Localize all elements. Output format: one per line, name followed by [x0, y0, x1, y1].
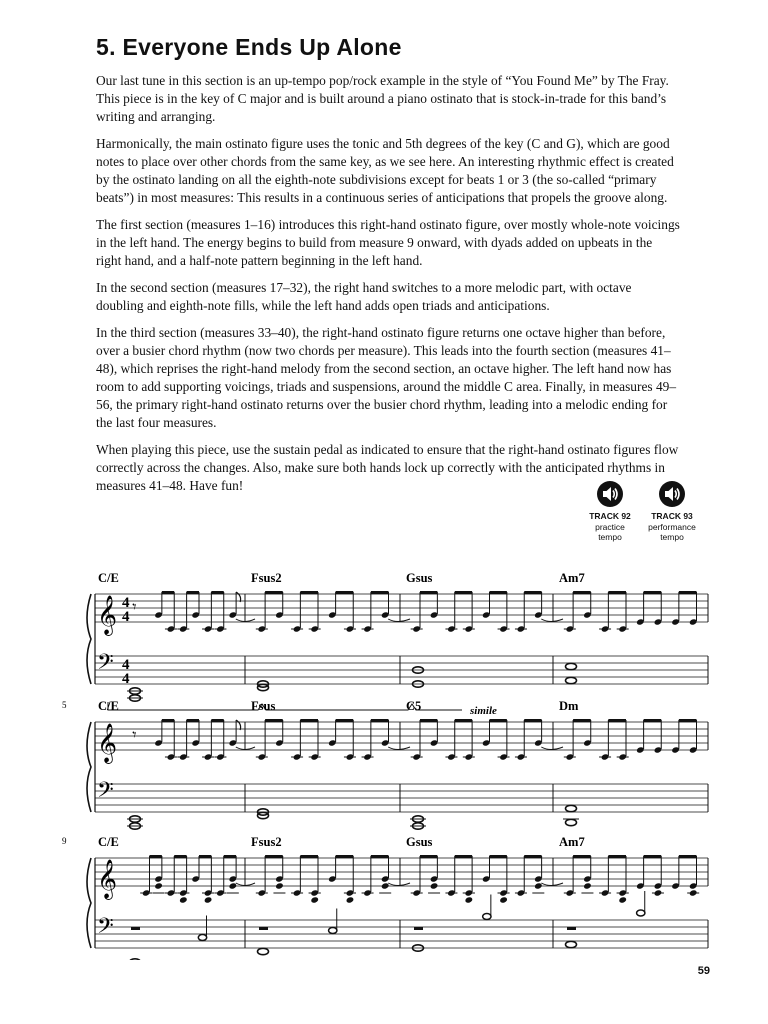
beam: [211, 719, 223, 722]
beam: [211, 591, 223, 594]
whole-note: [130, 959, 141, 960]
track-label: TRACK 92: [589, 511, 631, 521]
whole-note: [566, 677, 577, 683]
note-head: [179, 896, 188, 903]
chord-symbol: Fsus: [251, 699, 276, 713]
sheet-music: [0, 540, 768, 960]
measure-number: 9: [62, 836, 67, 846]
speaker-icon: [596, 480, 624, 508]
whole-note: [566, 663, 577, 669]
paragraph: Our last tune in this section is an up-tempo pop/rock example in the style of “You Found Me” by The Fray. This piece is in the key of C major and is built around a piano ostinato that is stock-in-trade for this band’s writing and arranging.: [96, 73, 669, 124]
tie: [388, 883, 410, 886]
track-description: tempo: [598, 532, 622, 542]
note-head: [204, 896, 213, 903]
whole-note: [566, 941, 577, 947]
half-note: [198, 935, 206, 941]
beam: [162, 719, 174, 722]
chord-symbol: Fsus2: [251, 571, 282, 585]
paragraph: When playing this piece, use the sustain pedal as indicated to ensure that the right-hand ostinato figures flow correctly across the changes. Also, make sure both hands lock up correctly with the anticipated rhythms in measures 41–48. Have fun!: [96, 442, 679, 493]
beam: [300, 591, 318, 594]
half-rest: [259, 927, 268, 930]
tie: [541, 619, 563, 622]
track-92[interactable]: [580, 480, 640, 543]
beam: [371, 591, 389, 594]
beam: [187, 591, 199, 594]
beam: [573, 719, 591, 722]
beam: [420, 719, 437, 722]
eighth-rest: 𝄾: [132, 725, 137, 744]
beam: [644, 719, 662, 722]
half-note: [637, 910, 645, 916]
chord-symbol: Am7: [559, 571, 585, 585]
beam: [608, 719, 626, 722]
bass-clef: 𝄢: [97, 914, 114, 944]
paragraph: In the third section (measures 33–40), the right-hand ostinato figure returns one octave higher than before, over a busier chord rhythm (now two chords per measure). This leads into the fourth section (measures 41–48), which reprises the right-hand melody from the second section, an octave higher. The left hand now has room to add supporting voicings, triads and suspensions, around the middle C area. Finally, in measures 49–56, the primary right-hand ostinato returns over the busier chord rhythm, leading into a melodic ending for the last four measures.: [96, 325, 677, 430]
page-number: 59: [697, 965, 710, 977]
speaker-icon: [658, 480, 686, 508]
tie: [541, 883, 563, 886]
time-signature-top: 4: [122, 657, 130, 673]
brace: [87, 858, 91, 948]
beam: [679, 719, 697, 722]
beam: [573, 591, 591, 594]
beam: [371, 719, 389, 722]
note-head: [310, 896, 319, 903]
beam: [336, 719, 354, 722]
whole-note: [566, 805, 577, 811]
bass-clef: 𝄢: [97, 650, 114, 680]
beam: [336, 855, 354, 858]
note-head: [618, 896, 627, 903]
beam: [224, 855, 236, 858]
note-head: [499, 896, 508, 903]
half-note: [329, 928, 337, 934]
track-description: tempo: [660, 532, 684, 542]
paragraph: The first section (measures 1–16) introduces this right-hand ostinato figure, over mostly whole-note voicings in the left hand. The energy begins to build from measure 9 onward, with dyads added on upbeats in the right hand, and a half-note pattern beginning in the left hand.: [96, 217, 680, 268]
note-head: [154, 882, 163, 889]
beam: [573, 855, 591, 858]
beam: [265, 855, 283, 858]
tie: [388, 619, 410, 622]
page-title: 5. Everyone Ends Up Alone: [96, 34, 402, 60]
chord-symbol: Fsus2: [251, 835, 282, 849]
beam: [608, 855, 626, 858]
track-description: practice: [595, 521, 625, 532]
beam: [524, 591, 541, 594]
note-head: [465, 896, 474, 903]
note-head: [346, 896, 355, 903]
paragraph: In the second section (measures 17–32), the right hand switches to a more melodic part, with octave doubling and eighth-note fills, while the left hand adds open triads and anticipations.: [96, 280, 632, 313]
paragraph: Harmonically, the main ostinato figure uses the tonic and 5th degrees of the key (C and G), which are good notes to place over other chords from the same key, as we see here. An interesting rhythmic effect is created by the ostinato landing on all the eighth-note subdivisions except for beats 1 or 3 (the so-called “primary beats”) in most measures: This results in a continuous series of anticipations that propels the groove along.: [96, 136, 674, 205]
note-head: [430, 882, 439, 889]
chord-symbol: C/E: [98, 835, 119, 849]
treble-clef: 𝄞: [97, 723, 118, 763]
beam: [489, 591, 506, 594]
half-note: [483, 914, 491, 920]
note-flag: [236, 720, 241, 730]
body-text: [96, 72, 680, 504]
beam: [371, 855, 389, 858]
beam: [300, 719, 318, 722]
chord-symbol: C/E: [98, 571, 119, 585]
beam: [336, 591, 354, 594]
chord-symbol: Am7: [559, 835, 585, 849]
track-label: TRACK 93: [651, 511, 693, 521]
beam: [455, 591, 472, 594]
chord-symbol: Dm: [559, 699, 579, 713]
brace: [87, 722, 91, 812]
beam: [265, 591, 283, 594]
beam: [149, 855, 161, 858]
eighth-rest: 𝄾: [132, 597, 137, 616]
chord-symbol: C/E: [98, 699, 119, 713]
chord-symbol: Gsus: [406, 571, 433, 585]
beam: [420, 855, 437, 858]
beam: [644, 591, 662, 594]
beam: [608, 591, 626, 594]
beam: [455, 855, 472, 858]
half-rest: [567, 927, 576, 930]
beam: [265, 719, 283, 722]
bass-clef: 𝄢: [97, 778, 114, 808]
beam: [489, 855, 506, 858]
whole-note: [566, 819, 577, 825]
beam: [679, 855, 697, 858]
time-signature-bottom: 4: [122, 671, 130, 687]
note-head: [583, 882, 592, 889]
beam: [300, 855, 318, 858]
whole-note: [258, 948, 269, 954]
time-signature-bottom: 4: [122, 609, 130, 625]
beam: [644, 855, 662, 858]
beam: [679, 591, 697, 594]
chord-symbol: C5: [406, 699, 422, 713]
beam: [489, 719, 506, 722]
brace: [87, 594, 91, 684]
measure-number: 5: [62, 700, 67, 710]
note-head: [275, 882, 284, 889]
tie: [388, 747, 410, 750]
track-description: performance: [648, 521, 696, 532]
treble-clef: 𝄞: [97, 859, 118, 899]
chord-symbol: Gsus: [406, 835, 433, 849]
beam: [524, 719, 541, 722]
simile-marking: simile: [470, 705, 497, 717]
beam: [199, 855, 211, 858]
beam: [420, 591, 437, 594]
beam: [162, 591, 174, 594]
beam: [187, 719, 199, 722]
beam: [174, 855, 186, 858]
beam: [524, 855, 541, 858]
track-93[interactable]: [642, 480, 702, 543]
half-rest: [414, 927, 423, 930]
half-rest: [131, 927, 140, 930]
beam: [455, 719, 472, 722]
treble-clef: 𝄞: [97, 595, 118, 635]
tie: [541, 747, 563, 750]
time-signature-top: 4: [122, 595, 130, 611]
note-flag: [236, 592, 241, 602]
